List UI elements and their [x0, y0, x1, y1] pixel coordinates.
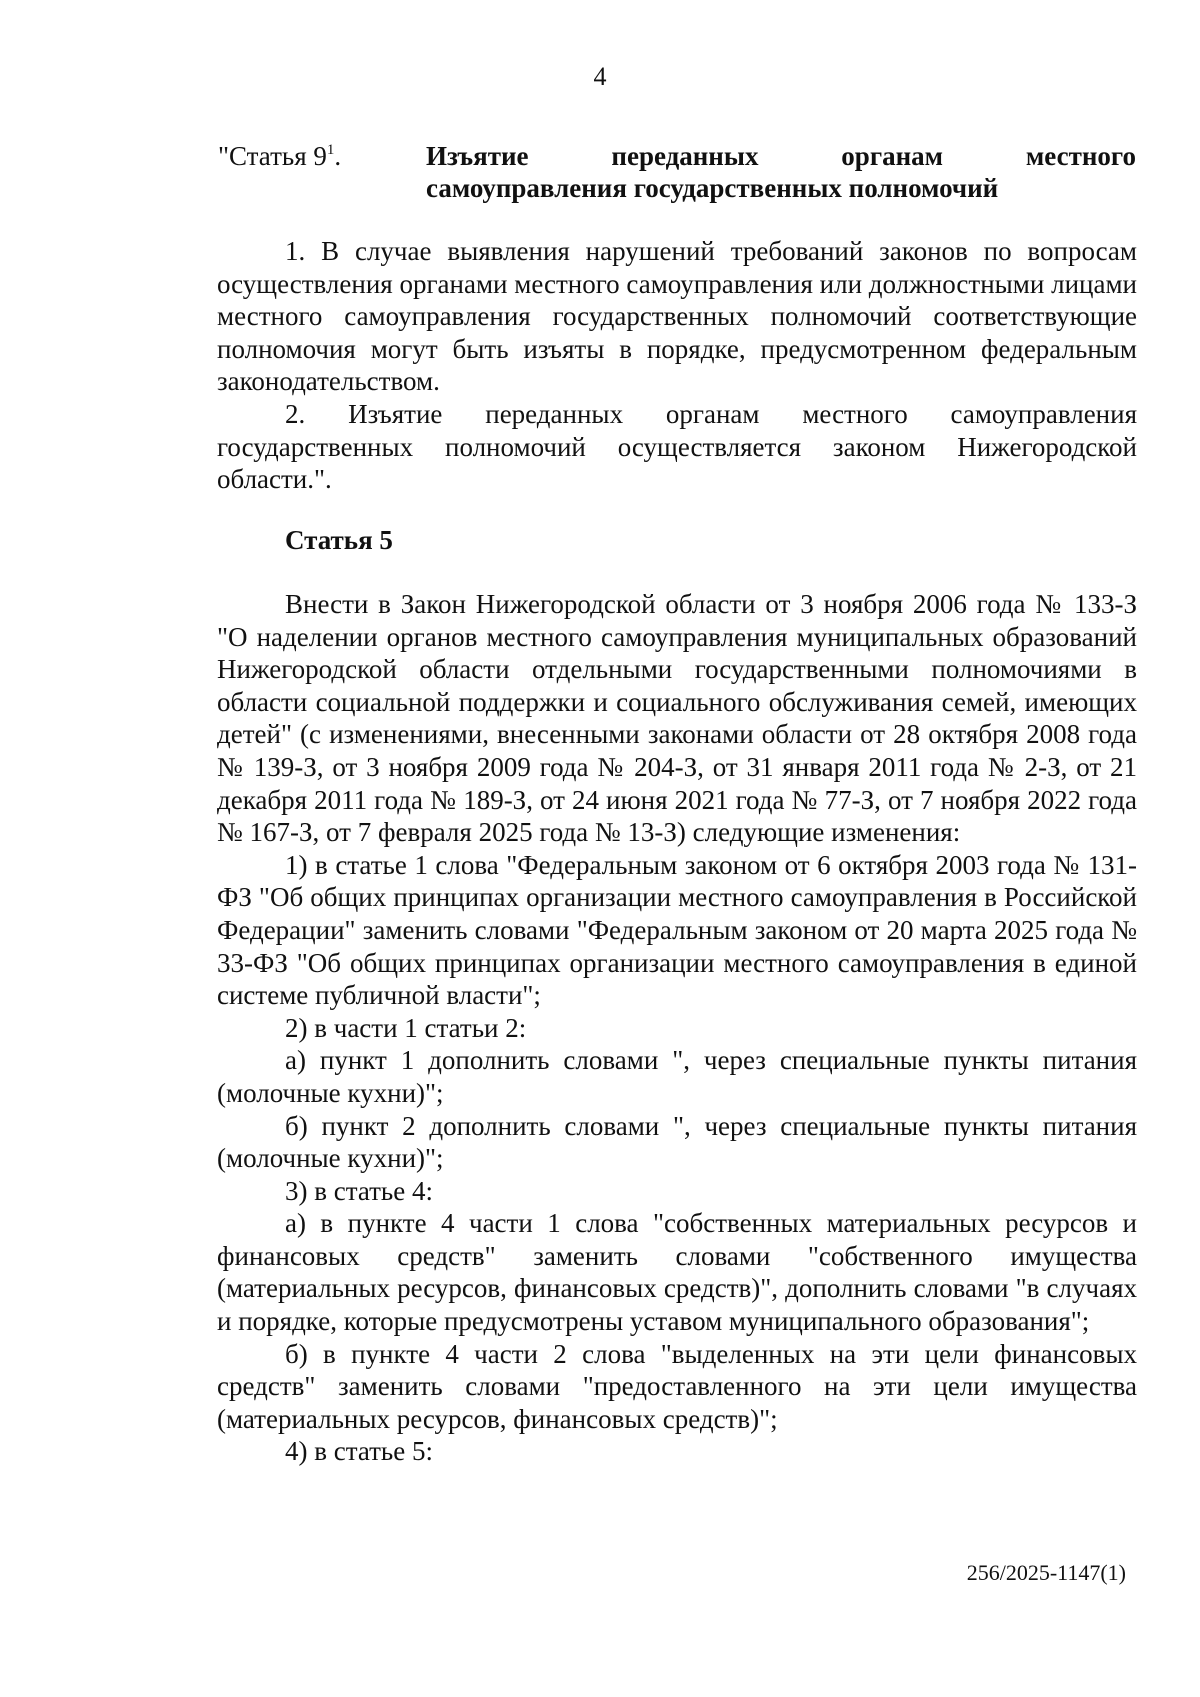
article-label-tail: .: [334, 141, 342, 171]
article-label-superscript: 1: [326, 142, 335, 158]
paragraph: 1. В случае выявления нарушений требований законов по вопросам осуществления органами местного самоуправления или должностными лицами местного самоуправления государственных полномочий соответствующие полномочия могут быть изъяты в порядке, предусмотренном федеральным законодательством.: [217, 236, 1137, 397]
paragraph: 4) в статье 5:: [285, 1436, 433, 1467]
article-9-1-label: [218, 140, 426, 172]
article-label-text: "Статья 9: [218, 141, 327, 171]
article-9-1-heading: [218, 140, 1136, 204]
paragraph: 3) в статье 4:: [285, 1175, 433, 1206]
article-5-body: [217, 588, 1137, 1468]
paragraph: б) в пункте 4 части 2 слова "выделенных на эти цели финансовых средств" заменить словами "предоставленного на эти цели имущества (материальных ресурсов, финансовых средств)";: [217, 1338, 1137, 1434]
article-title-line-1: Изъятие переданных органам местного: [426, 141, 1136, 171]
paragraph: Внести в Закон Нижегородской области от 3 ноября 2006 года № 133-З "О наделении органов местного самоуправления муниципальных образований Нижегородской области отдельными государственными полномочиями в области социальной поддержки и социального обслуживания семей, имеющих детей" (с изменениями, внесенными законами области от 28 октября 2008 года № 139-З, от 3 ноября 2009 года № 204-З, от 31 января 2011 года № 2-З, от 21 декабря 2011 года № 189-З, от 24 июня 2021 года № 77-З, от 7 ноября 2022 года № 167-З, от 7 февраля 2025 года № 13-З) следующие изменения:: [217, 589, 1137, 848]
article-9-1-body: [217, 235, 1137, 496]
article-title-line-2: самоуправления государственных полномочий: [426, 173, 999, 203]
paragraph: 1) в статье 1 слова "Федеральным законом от 6 октября 2003 года № 131-ФЗ "Об общих принципах организации местного самоуправления в Российской Федерации" заменить словами "Федеральным законом от 20 марта 2025 года № 33-ФЗ "Об общих принципах организации местного самоуправления в единой системе публичной власти";: [217, 849, 1137, 1011]
article-5-heading: Статья 5: [285, 525, 393, 555]
paragraph: а) в пункте 4 части 1 слова "собственных материальных ресурсов и финансовых средств" заменить словами "собственного имущества (материальных ресурсов, финансовых средств)", дополнить словами "в случаях и порядке, которые предусмотрены уставом муниципального образования";: [217, 1208, 1137, 1337]
paragraph: а) пункт 1 дополнить словами ", через специальные пункты питания (молочные кухни)";: [217, 1045, 1137, 1108]
article-9-1-title: [426, 140, 1136, 204]
paragraph: 2) в части 1 статьи 2:: [285, 1012, 527, 1043]
paragraph: б) пункт 2 дополнить словами ", через специальные пункты питания (молочные кухни)";: [217, 1110, 1137, 1174]
document-code: 256/2025-1147(1): [966, 1560, 1126, 1585]
page-number: 4: [593, 62, 607, 91]
paragraph: 2. Изъятие переданных органам местного самоуправления государственных полномочий осуществляется законом Нижегородской области.".: [217, 398, 1137, 495]
